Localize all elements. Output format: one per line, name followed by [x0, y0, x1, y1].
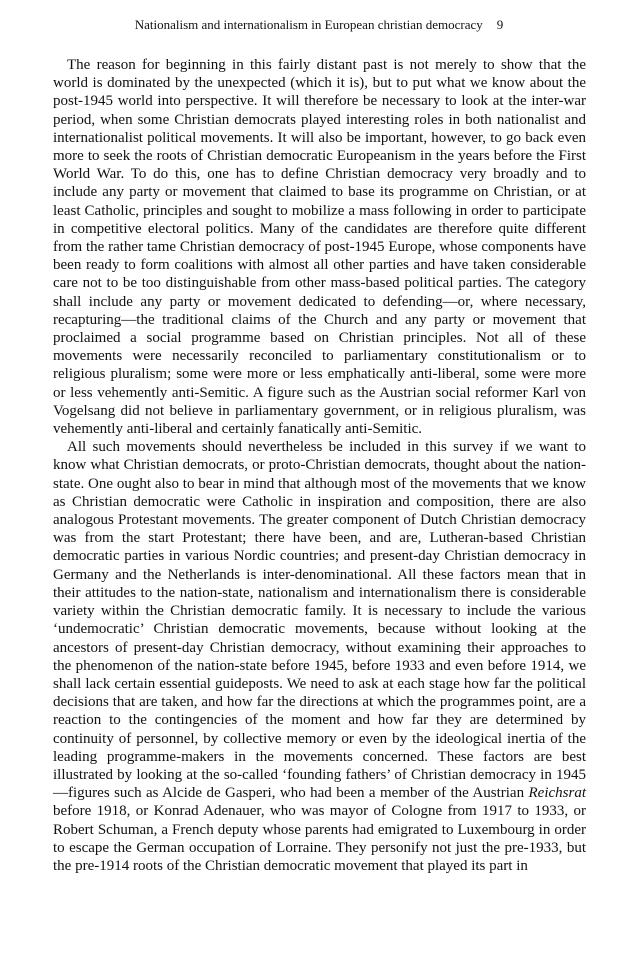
body-text	[53, 56, 586, 875]
paragraph-2	[53, 438, 586, 875]
paragraph-1: The reason for beginning in this fairly distant past is not merely to show that the world is dominated by the unexpected (which it is), but to put what we know about the post-1945 world into perspective. It will therefore be necessary to look at the inter-war period, when some Christian democrats played interesting roles in both nationalist and internationalist political movements. It will also be important, however, to go back even more to seek the roots of Christian democratic Europeanism in the years before the First World War. To do this, one has to define Christian democracy very broadly and to include any party or movement that claimed to base its programme on Christian, or at least Catholic, principles and sought to mobilize a mass following in order to participate in competitive electoral politics. Many of the candidates are therefore quite different from the rather tame Christian democracy of post-1945 Europe, whose components have been ready to form coalitions with almost all other parties and have taken considerable care not to be too distinguishable from other mass-based political parties. The category shall include any party or movement dedicated to defending—or, where necessary, recapturing—the traditional claims of the Church and any party or movement that proclaimed a social programme based on Christian principles. Not all of these movements were necessarily reconciled to parliamentary constitutionalism or to religious pluralism; some were more or less emphatically anti-liberal, some were more or less vehemently anti-Semitic. A figure such as the Austrian social reformer Karl von Vogelsang did not believe in parliamentary government, or in religious pluralism, was vehemently anti-liberal and certainly fanatically anti-Semitic.	[53, 57, 586, 438]
paragraph-2-text-start: All such movements should nevertheless be included in this survey if we want to know what Christian democrats, or proto-Christian democrats, thought about the nation-state. One ought also to bear in mind that although most of the movements that we know as Christian democratic were Catholic in inspiration and composition, there are also analogous Protestant movements. The greater component of Dutch Christian democracy was from the start Protestant; there have been, and are, Lutheran-based Christian democratic parties in various Nordic countries; and present-day Christian democracy in Germany and the Netherlands is inter-denominational. All these factors mean that in their attitudes to the nation-state, nationalism and internationalism there is considerable variety within the Christian democratic family. It is necessary to include the various ‘undemocratic’ Christian democratic movements, because without looking at the ancestors of present-day Christian democracy, without examining their approaches to the phenomenon of the nation-state before 1945, before 1933 and even before 1914, we shall lack certain essential guideposts. We need to ask at each stage how far the political decisions that are taken, and how far the directions at which the programmes point, are a reaction to the contingencies of the moment and how far they are determined by continuity of personnel, by collective memory or even by the ideological inertia of the leading programme-makers in the movements concerned. These factors are best illustrated by looking at the so-called ‘founding fathers’ of Christian democracy in 1945—figures such as Alcide de Gasperi, who had been a member of the Austrian	[53, 439, 586, 802]
paragraph-2-text-end: before 1918, or Konrad Adenauer, who was mayor of Cologne from 1917 to 1933, or Robert Schuman, a French deputy whose parents had emigrated to Luxembourg in order to escape the German occupation of Lorraine. They personify not just the pre-1933, but the pre-1914 roots of the Christian democratic movement that played its part in	[53, 803, 586, 874]
running-header	[0, 17, 638, 33]
reichsrat-italic-term: Reichsrat	[528, 785, 586, 802]
page-number: 9	[496, 17, 504, 32]
running-title: Nationalism and internationalism in European christian democracy	[134, 17, 483, 32]
